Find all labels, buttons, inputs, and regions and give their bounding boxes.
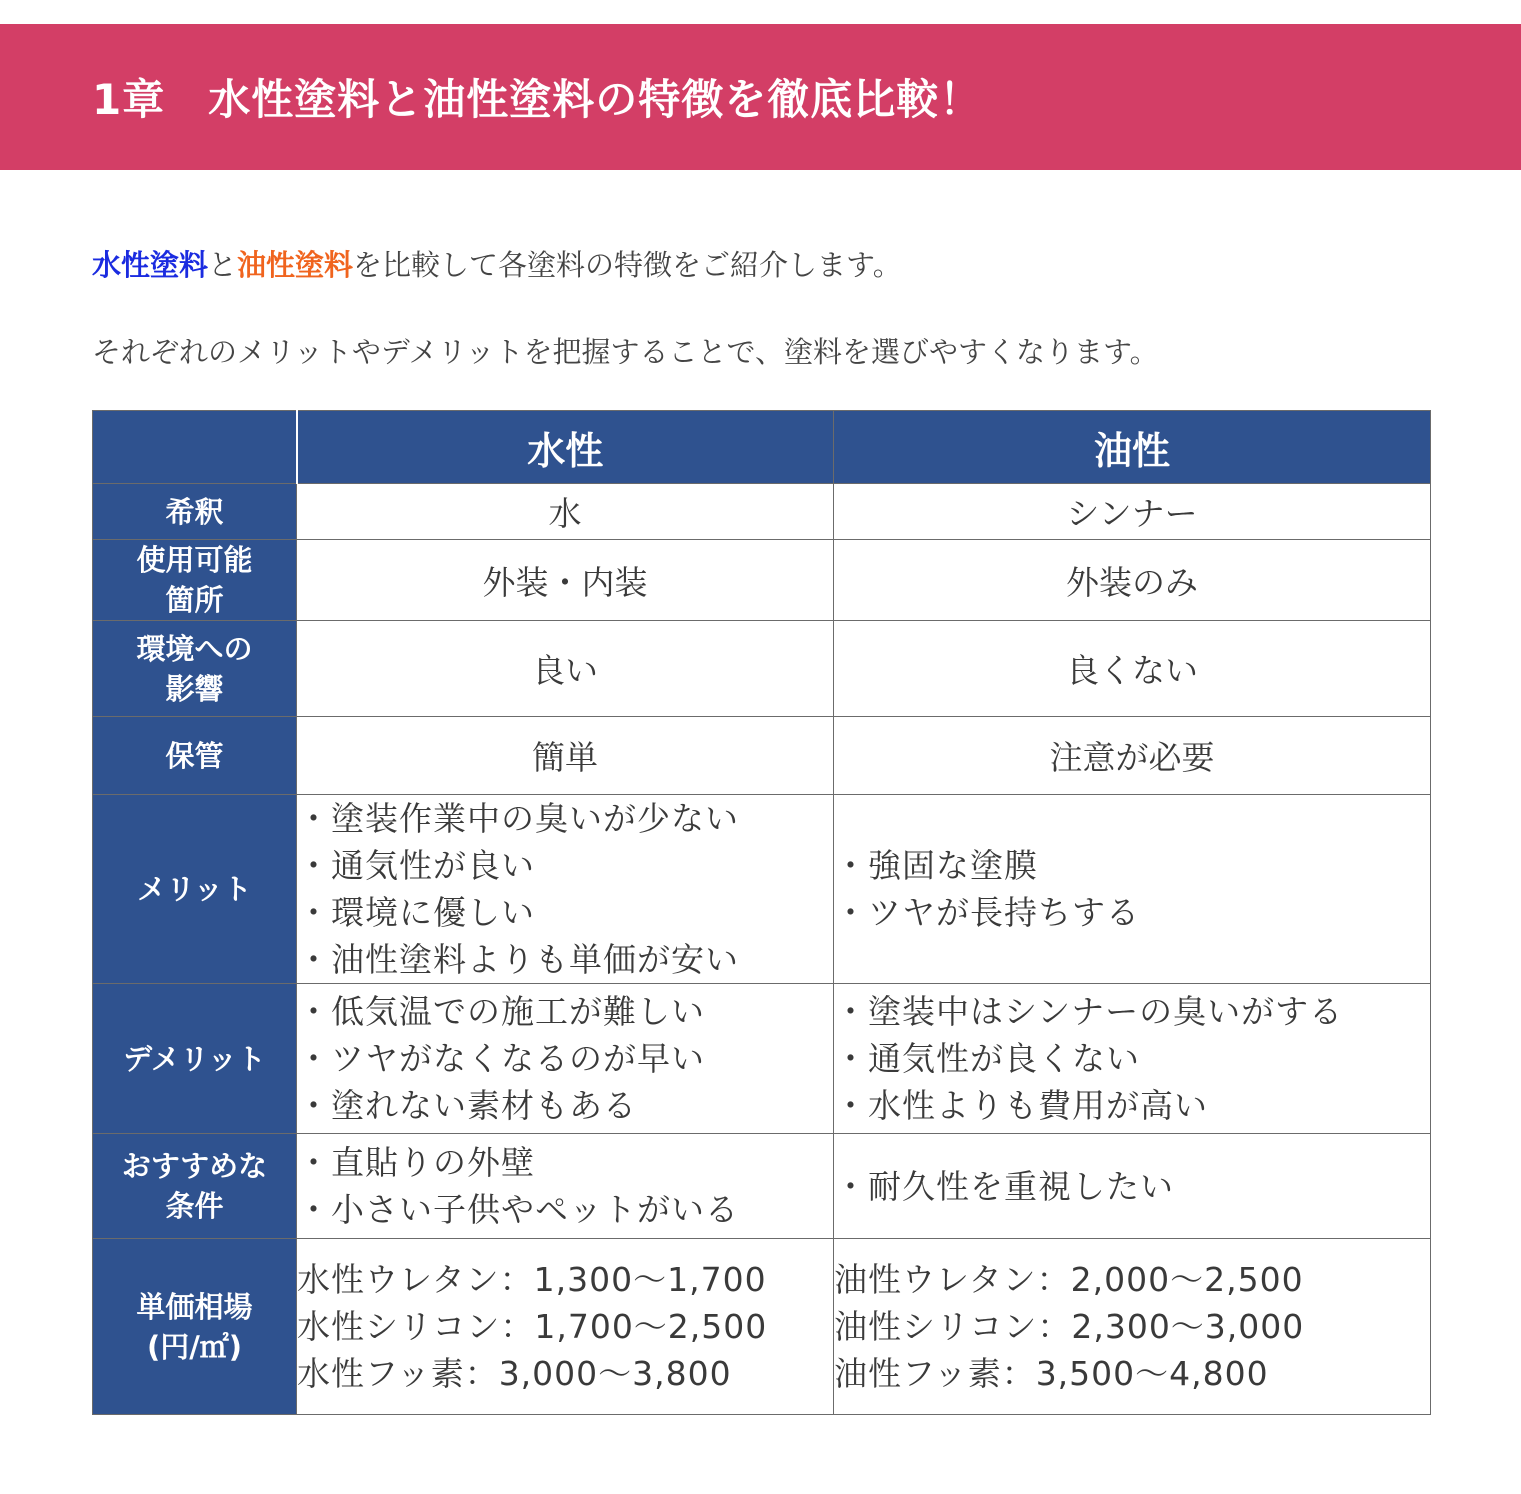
water-cell-line: ・小さい子供やペットがいる	[297, 1190, 739, 1229]
intro-connector: と	[208, 248, 238, 282]
row-label	[93, 540, 297, 621]
water-cell-line: 水性フッ素：3,000〜3,800	[297, 1354, 732, 1393]
table-row	[93, 1134, 1431, 1239]
water-cell	[297, 984, 834, 1134]
water-cell-line: ・ツヤがなくなるのが早い	[297, 1039, 705, 1078]
oil-cell-line: ・ツヤが長持ちする	[834, 893, 1140, 932]
row-label-line: 希釈	[165, 494, 224, 529]
intro-line-1	[92, 243, 902, 284]
table-header-row	[93, 411, 1431, 484]
row-label-line: メリット	[137, 872, 252, 906]
water-cell-line: 外装・内装	[482, 562, 648, 602]
row-label-line: 影響	[165, 671, 224, 706]
oil-cell-line: 注意が必要	[1049, 738, 1215, 777]
row-label	[93, 984, 297, 1134]
chapter-banner	[0, 24, 1521, 170]
water-cell	[297, 795, 834, 984]
water-cell	[297, 717, 834, 795]
row-label	[93, 1134, 297, 1239]
water-cell	[297, 1239, 834, 1415]
row-label-line: 単価相場	[136, 1289, 253, 1324]
header-oil: 油性	[834, 411, 1431, 484]
row-label-line: おすすめな	[121, 1149, 268, 1183]
oil-cell-line: ・耐久性を重視したい	[834, 1166, 1174, 1206]
water-cell-line: ・直貼りの外壁	[297, 1143, 535, 1182]
water-cell	[297, 540, 834, 621]
row-label-line: 使用可能	[136, 543, 253, 577]
intro-rest: を比較して各塗料の特徴をご紹介します。	[353, 248, 902, 282]
oil-cell-line: 油性フッ素：3,500〜4,800	[834, 1354, 1269, 1393]
oil-cell-line: 油性シリコン：2,300〜3,000	[834, 1307, 1305, 1346]
row-label-line: (円/㎡)	[146, 1329, 243, 1364]
oil-cell-line: 外装のみ	[1066, 562, 1198, 602]
row-label	[93, 717, 297, 795]
oil-cell	[834, 1239, 1431, 1415]
header-corner-cell	[93, 411, 297, 484]
oil-cell	[834, 540, 1431, 621]
table-row	[93, 1239, 1431, 1415]
water-cell-line: ・通気性が良い	[297, 846, 535, 885]
oil-cell	[834, 1134, 1431, 1239]
oil-cell	[834, 484, 1431, 540]
row-label-line: 条件	[165, 1189, 224, 1223]
row-label-line: 環境への	[136, 631, 253, 666]
water-cell	[297, 484, 834, 540]
water-cell	[297, 1134, 834, 1239]
water-cell-line: 水性シリコン：1,700〜2,500	[297, 1307, 768, 1346]
oil-cell	[834, 717, 1431, 795]
table-row	[93, 717, 1431, 795]
oil-cell-line: ・塗装中はシンナーの臭いがする	[834, 992, 1344, 1031]
table-row	[93, 540, 1431, 621]
water-cell-line: 簡単	[532, 738, 598, 777]
row-label-line: 保管	[165, 738, 224, 773]
oil-cell	[834, 795, 1431, 984]
water-cell-line: ・油性塗料よりも単価が安い	[297, 940, 739, 979]
oil-paint-highlight: 油性塗料	[237, 248, 354, 282]
table-row	[93, 484, 1431, 540]
water-cell-line: ・塗装作業中の臭いが少ない	[297, 799, 739, 838]
water-cell-line: ・低気温での施工が難しい	[297, 992, 705, 1031]
oil-cell	[834, 621, 1431, 717]
comparison-table	[92, 410, 1431, 1415]
table-row	[93, 984, 1431, 1134]
chapter-title: 1章 水性塗料と油性塗料の特徴を徹底比較！	[92, 75, 983, 124]
row-label	[93, 795, 297, 984]
water-paint-highlight: 水性塗料	[92, 248, 209, 282]
oil-cell-line: 油性ウレタン：2,000〜2,500	[834, 1260, 1304, 1299]
oil-cell-line: ・水性よりも費用が高い	[834, 1086, 1208, 1125]
water-cell-line: 良い	[532, 651, 598, 690]
row-label	[93, 1239, 297, 1415]
intro-line-2: それぞれのメリットやデメリットを把握することで、塗料を選びやすくなります。	[92, 335, 1159, 369]
oil-cell-line: 良くない	[1066, 651, 1198, 690]
water-cell-line: 水	[548, 494, 582, 533]
oil-cell-line: ・通気性が良くない	[834, 1039, 1140, 1078]
row-label-line: 箇所	[165, 583, 224, 617]
table-body	[93, 484, 1431, 1415]
row-label	[93, 484, 297, 540]
water-cell-line: ・塗れない素材もある	[297, 1086, 637, 1125]
table-row	[93, 795, 1431, 984]
water-cell-line: 水性ウレタン：1,300〜1,700	[297, 1260, 767, 1299]
header-water: 水性	[297, 411, 834, 484]
water-cell	[297, 621, 834, 717]
oil-cell	[834, 984, 1431, 1134]
oil-cell-line: ・強固な塗膜	[834, 846, 1038, 885]
oil-cell-line: シンナー	[1066, 494, 1198, 533]
table-row	[93, 621, 1431, 717]
row-label-line: デメリット	[123, 1041, 266, 1076]
row-label	[93, 621, 297, 717]
water-cell-line: ・環境に優しい	[297, 893, 535, 932]
